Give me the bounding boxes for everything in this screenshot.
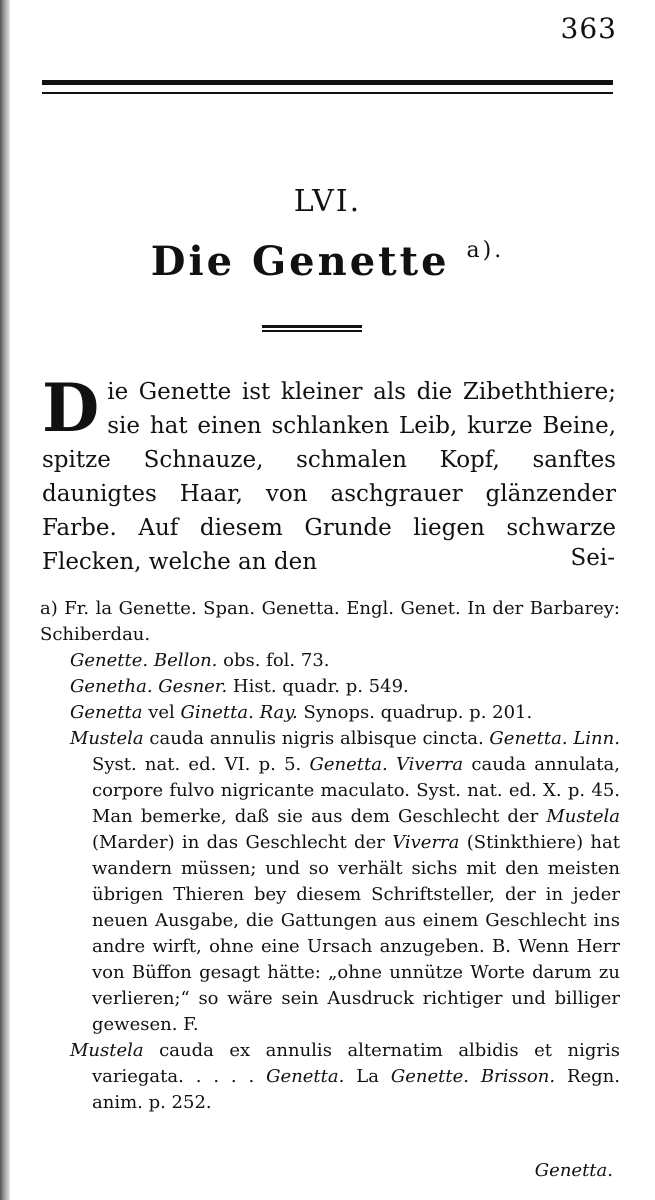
footnotes xyxy=(40,596,620,1116)
ref-source: Genette. Brisson. xyxy=(390,1066,556,1087)
footnote-reference xyxy=(40,726,620,1038)
ref-genus: Mustela xyxy=(546,806,620,827)
ref-connector: La xyxy=(356,1066,379,1087)
footnote-line: a) Fr. la Genette. Span. Genetta. Engl. Genet. In der Barbarey: Schiberdau. xyxy=(40,598,620,645)
body-paragraph xyxy=(42,369,616,579)
ref-detail: Syst. nat. ed. VI. p. 5. xyxy=(92,754,302,775)
page-number: 363 xyxy=(560,12,617,45)
ref-genus: Viverra xyxy=(392,832,460,853)
chapter-title-text: Die Genette xyxy=(150,238,450,285)
ref-genus: Mustela xyxy=(70,1040,144,1061)
ref-detail: obs. fol. 73. xyxy=(223,650,330,671)
ref-description: cauda annulis nigris albisque cincta. xyxy=(149,728,484,749)
ref-description: cauda ex annulis alternatim albidis et nigris variegata. . . . . xyxy=(92,1040,620,1087)
ref-detail: Hist. quadr. p. 549. xyxy=(232,676,409,697)
body-paragraph-text: ie Genette ist kleiner als die Zibeththiere; sie hat einen schlanken Leib, kurze Beine, spitze Schnauze, schmalen Kopf, sanftes daunigtes Haar, von aschgrauer glänzender Farbe. Auf diesem Grunde liegen schwarze Flecken, welche an den xyxy=(42,379,616,575)
footnote-reference xyxy=(40,1038,620,1116)
ref-name: Genetta. xyxy=(266,1066,345,1087)
ref-connector: vel xyxy=(148,702,175,723)
drop-capital: D xyxy=(42,369,100,447)
ref-genus: Mustela xyxy=(70,728,144,749)
header-double-rule xyxy=(42,80,613,94)
ref-name-alt: Ginetta. xyxy=(180,702,254,723)
ref-name: Genetta. Viverra xyxy=(309,754,464,775)
page-gutter-shadow xyxy=(0,0,10,1200)
footnote-reference xyxy=(40,700,620,726)
ref-commentary: (Stinkthiere) hat wandern müssen; und so verhält sichs mit den meisten übrigen Thieren bey diesem Schriftsteller, der in jeder neuen Ausgabe, die Gattungen aus einem Geschlecht ins andre wirft, ohne eine Ursach anzugeben. B. Wenn Herr von Büffon gesagt hätte: „ohne unnütze Worte darum zu verlieren;“ so wäre sein Ausdruck richtiger und billiger gewesen. F. xyxy=(92,832,620,1035)
ref-detail: Regn. anim. p. 252. xyxy=(92,1066,620,1113)
ref-commentary: (Marder) in das Geschlecht der xyxy=(92,832,385,853)
footnote-mark: a). xyxy=(466,238,505,263)
ref-name: Genetta. xyxy=(489,728,568,749)
footnote-reference xyxy=(40,674,620,700)
chapter-number: LVI. xyxy=(293,184,362,219)
footnote-reference xyxy=(40,648,620,674)
ref-source: Bellon. xyxy=(153,650,218,671)
ref-source: Linn. xyxy=(573,728,620,749)
section-divider-rule xyxy=(262,325,362,332)
ref-source: Gesner. xyxy=(158,676,228,697)
catchword-bottom: Genetta. xyxy=(534,1160,613,1181)
ref-name: Genette. xyxy=(70,650,149,671)
chapter-title xyxy=(0,238,655,285)
ref-detail: Synops. quadrup. p. 201. xyxy=(303,702,533,723)
ref-commentary: cauda annulata, corpore fulvo nigricante maculato. Syst. nat. ed. X. p. 45. Man bemerke, daß sie aus dem Geschlecht der xyxy=(92,754,620,827)
ref-name: Genetta xyxy=(70,702,143,723)
catchword: Sei- xyxy=(570,545,615,571)
ref-source: Ray. xyxy=(259,702,298,723)
ref-name: Genetha. xyxy=(70,676,153,697)
